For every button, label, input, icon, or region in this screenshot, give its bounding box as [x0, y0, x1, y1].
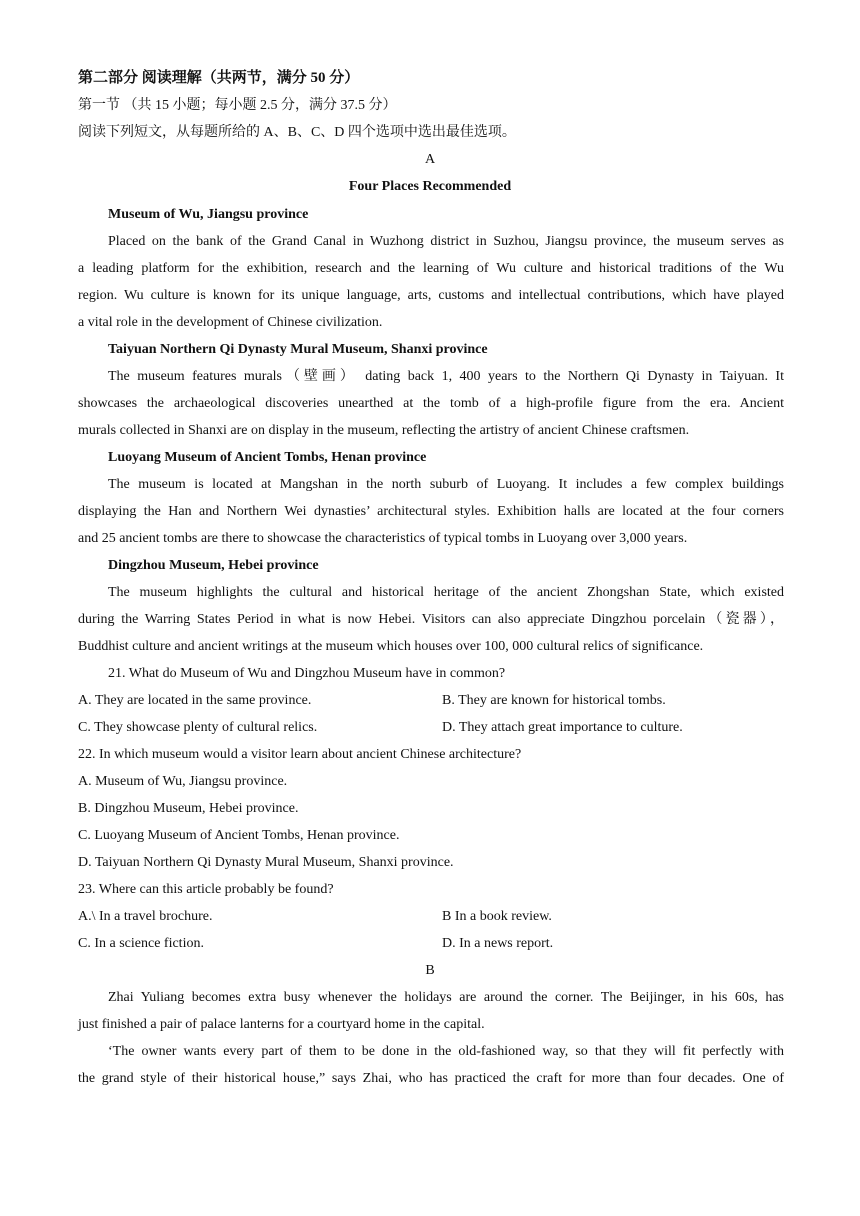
section-subtitle: 第一节 （共 15 小题；每小题 2.5 分，满分 37.5 分）: [78, 98, 397, 113]
museum-heading: Museum of Wu, Jiangsu province: [108, 207, 309, 222]
paragraph-line: Placed on the bank of the Grand Canal in Wuzhong district in Suzhou, Jiangsu province, the museum serves as: [108, 234, 784, 249]
option-a: A.\ In a travel brochure.: [78, 909, 213, 924]
question-stem: 23. Where can this article probably be found?: [78, 882, 334, 897]
passage-a-letter: A: [424, 152, 436, 167]
paragraph-line: during the Warring States Period in what is now Hebei. Visitors can also appreciate Dingzhou porcelain（瓷器），: [78, 612, 784, 627]
paragraph-line: just finished a pair of palace lanterns for a courtyard home in the capital.: [78, 1017, 485, 1032]
paragraph-line: murals collected in Shanxi are on display in the museum, reflecting the artistry of ancient Chinese craftsmen.: [78, 423, 690, 438]
museum-heading: Taiyuan Northern Qi Dynasty Mural Museum, Shanxi province: [108, 342, 488, 357]
question-stem: 22. In which museum would a visitor learn about ancient Chinese architecture?: [78, 747, 522, 762]
question-stem: 21. What do Museum of Wu and Dingzhou Museum have in common?: [108, 666, 506, 681]
paragraph-line: ‘The owner wants every part of them to be done in the old-fashioned way, so that they will fit perfectly with: [108, 1044, 784, 1059]
paragraph-line: The museum highlights the cultural and historical heritage of the ancient Zhongshan State, which existed: [108, 585, 784, 600]
option-d: D. They attach great importance to culture.: [442, 720, 683, 735]
option-c: C. Luoyang Museum of Ancient Tombs, Henan province.: [78, 828, 400, 843]
paragraph-line: region. Wu culture is known for its unique language, arts, customs and intellectual contributions, which have played: [78, 288, 784, 303]
museum-heading: Dingzhou Museum, Hebei province: [108, 558, 319, 573]
paragraph-line: showcases the archaeological discoveries unearthed at the tomb of a high-profile figure from the era. Ancient: [78, 396, 784, 411]
paragraph-line: and 25 ancient tombs are there to showcase the characteristics of typical tombs in Luoyang over 3,000 years.: [78, 531, 688, 546]
option-a: A. Museum of Wu, Jiangsu province.: [78, 774, 288, 789]
option-b: B In a book review.: [442, 909, 552, 924]
option-b: B. They are known for historical tombs.: [442, 693, 666, 708]
paragraph-line: displaying the Han and Northern Wei dynasties’ architectural styles. Exhibition halls are located at the four corners: [78, 504, 784, 519]
paragraph-line: the grand style of their historical house,” says Zhai, who has practiced the craft for more than four decades. One of: [78, 1071, 784, 1086]
passage-a-title: Four Places Recommended: [348, 179, 512, 194]
option-c: C. In a science fiction.: [78, 936, 204, 951]
section-title: 第二部分 阅读理解（共两节，满分 50 分）: [78, 70, 360, 86]
option-d: D. In a news report.: [442, 936, 554, 951]
paragraph-line: The museum is located at Mangshan in the north suburb of Luoyang. It includes a few complex buildings: [108, 477, 784, 492]
paragraph-line: a vital role in the development of Chinese civilization.: [78, 315, 383, 330]
paragraph-line: The museum features murals（壁画） dating back 1, 400 years to the Northern Qi Dynasty in Taiyuan. It: [108, 369, 784, 384]
section-instruction: 阅读下列短文，从每题所给的 A、B、C、D 四个选项中选出最佳选项。: [78, 125, 516, 140]
passage-b-letter: B: [425, 963, 435, 978]
paragraph-line: Buddhist culture and ancient writings at the museum which houses over 100, 000 cultural relics of significance.: [78, 639, 704, 654]
option-a: A. They are located in the same province.: [78, 693, 312, 708]
option-d: D. Taiyuan Northern Qi Dynasty Mural Museum, Shanxi province.: [78, 855, 454, 870]
paragraph-line: Zhai Yuliang becomes extra busy whenever the holidays are around the corner. The Beijinger, in his 60s, has: [108, 990, 784, 1005]
museum-heading: Luoyang Museum of Ancient Tombs, Henan province: [108, 450, 427, 465]
option-b: B. Dingzhou Museum, Hebei province.: [78, 801, 299, 816]
option-c: C. They showcase plenty of cultural relics.: [78, 720, 318, 735]
paragraph-line: a leading platform for the exhibition, research and the learning of Wu culture and historical traditions of the Wu: [78, 261, 784, 276]
